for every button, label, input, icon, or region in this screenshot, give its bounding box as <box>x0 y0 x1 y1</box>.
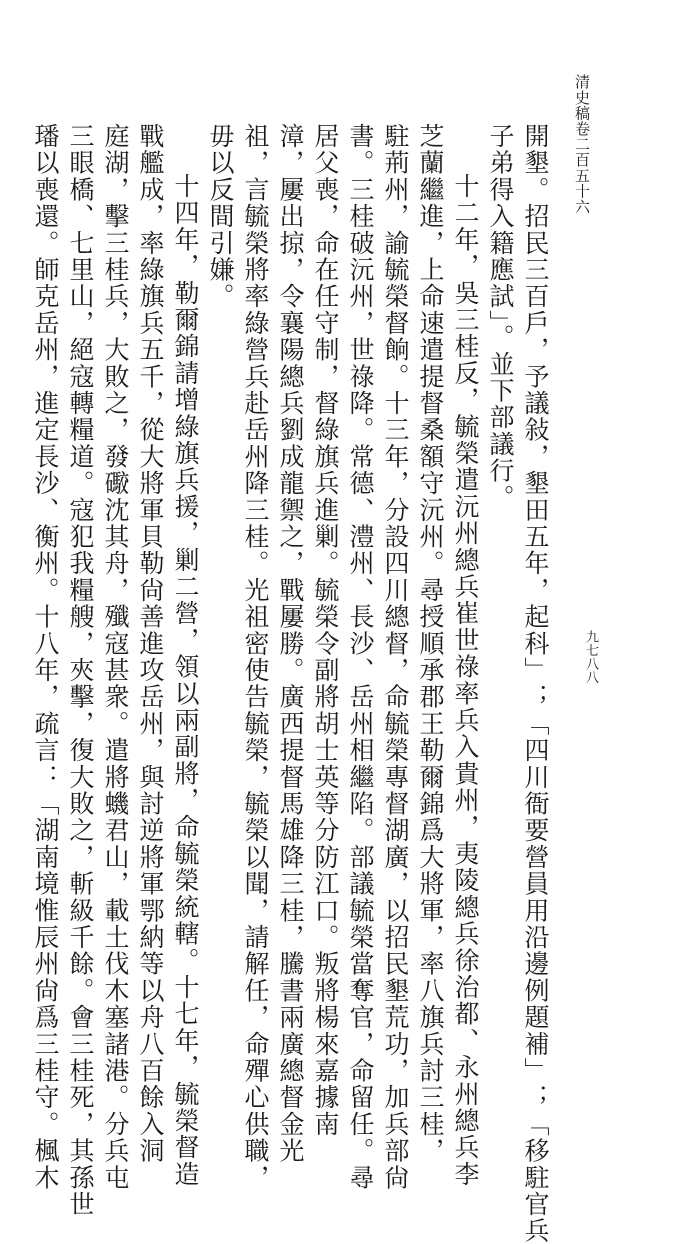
text-column-10: 毋以反間引嫌。 <box>206 123 235 310</box>
text-column-5: 駐荊州，諭毓榮督餉。十三年，分設四川總督，命毓榮專督湖廣，以招民墾荒功，加兵部尙 <box>381 123 410 1191</box>
text-column-14: 三眼橋、七里山，絕寇轉糧道。寇犯我糧艘，夾擊，復大敗之，斬級千餘。會三桂死，其孫世 <box>66 123 95 1218</box>
text-column-2: 子弟得入籍應試」。並下部議行。 <box>486 123 515 511</box>
text-column-1: 開墾。招民三百戶，予議敍，墾田五年，起科」；「四川衙要營員用沿邊例題補」；「移駐官兵 <box>521 123 550 1244</box>
text-column-7: 居父喪，命在任守制，督綠旗兵進剿。毓榮令副將胡士英等分防江口。叛將楊來嘉據南 <box>311 123 340 1138</box>
text-column-6: 書。三桂破沅州，世祿降。常德、澧州、長沙、岳州相繼陷。部議毓榮當奪官，命留任。尋 <box>346 123 375 1191</box>
text-column-11: 十四年，勒爾錦請增綠旗兵援，剿二營，領以兩副將，命毓榮統轄。十七年，毓榮督造 <box>171 173 200 1188</box>
text-column-4: 芝蘭繼進，上命速遣提督桑額守沅州。尋授順承郡王勒爾錦爲大將軍，率八旗兵討三桂， <box>416 123 445 1165</box>
text-column-12: 戰艦成，率綠旗兵五千，從大將軍貝勒尙善進攻岳州，與討逆將軍鄂納等以舟八百餘入洞 <box>136 123 165 1165</box>
text-column-13: 庭湖，擊三桂兵，大敗之，發礮沈其舟，殲寇甚衆。遣將蟣君山，載土伐木塞諸港。分兵屯 <box>101 123 130 1191</box>
text-column-3: 十二年，吳三桂反，毓榮遣沅州總兵崔世祿率兵入貴州，夷陵總兵徐治都、永州總兵李 <box>451 173 480 1188</box>
text-column-9: 祖，言毓榮將率綠營兵赴岳州降三桂。光祖密使告毓榮，毓榮以聞，請解任，命殫心供職， <box>241 123 270 1191</box>
text-column-15: 璠以喪還。師克岳州，進定長沙、衡州。十八年，疏言：「湖南境惟辰州尙爲三桂守。楓木 <box>31 123 60 1191</box>
page-number: 九七八八 <box>583 630 598 684</box>
running-head: 清史稿卷二百五十六 <box>573 74 591 215</box>
text-column-8: 漳，屢出掠，令襄陽總兵劉成龍禦之，戰屢勝。廣西提督馬雄降三桂，騰書兩廣總督金光 <box>276 123 305 1165</box>
